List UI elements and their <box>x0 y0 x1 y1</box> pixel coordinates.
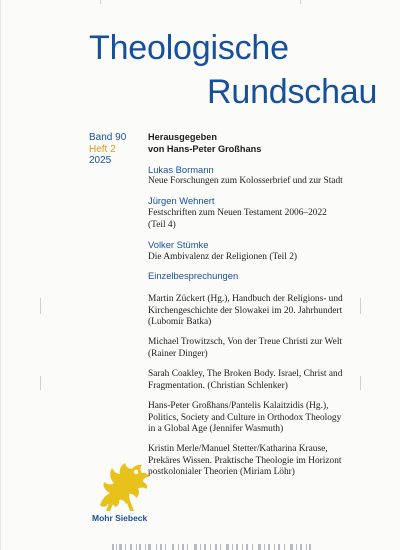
review-entry <box>148 401 393 436</box>
article-author: Jürgen Wehnert <box>148 195 215 206</box>
article-title <box>148 208 388 231</box>
review-entry <box>148 294 393 329</box>
review-entry <box>148 369 393 392</box>
article-title-line: Neue Forschungen zum Kolosserbrief und zur Stadt <box>148 176 343 186</box>
volume-label: Band 90 <box>89 132 127 143</box>
review-line: Kirchengeschichte der Slowakei im 20. Jahrhundert <box>148 305 343 316</box>
barcode-strip <box>112 544 312 550</box>
issue-label: Heft 2 <box>89 143 116 155</box>
review-line: Politics, Society and Culture in Orthodox Theology <box>148 412 342 423</box>
lion-rampant-icon <box>92 455 154 513</box>
editor-credit <box>148 132 261 155</box>
review-line: Hans-Peter Großhans/Pantelis Kalaitzidis (Hg.), <box>148 401 329 411</box>
review-entry <box>148 337 393 360</box>
article-title-line: (Teil 4) <box>148 219 176 230</box>
review-line: Kristin Merle/Manuel Stetter/Katharina Krause, <box>148 444 328 454</box>
journal-title-line2: Rundschau <box>207 73 378 111</box>
article-title <box>148 252 388 264</box>
review-line: Michael Trowitzsch, Von der Treue Christi zur Welt <box>148 337 343 347</box>
publisher-name: Mohr Siebeck <box>92 513 148 523</box>
editor-line: von Hans-Peter Großhans <box>148 143 262 154</box>
reviews-heading: Einzelbesprechungen <box>148 270 239 281</box>
review-line: Sarah Coakley, The Broken Body. Israel, Christ and <box>148 369 343 379</box>
article-author: Volker Stümke <box>148 239 209 250</box>
review-line: Fragmentation. (Christian Schlenker) <box>148 380 288 391</box>
crop-mark <box>40 376 41 390</box>
review-line: postkolonialer Theorien (Miriam Löhr) <box>148 467 295 478</box>
review-line: in a Global Age (Jennifer Wasmuth) <box>148 424 284 435</box>
review-entry <box>148 444 393 479</box>
issue-info <box>89 132 126 167</box>
editor-line: Herausgegeben <box>148 132 217 142</box>
article-title-line: Festschriften zum Neuen Testament 2006–2022 <box>148 208 327 218</box>
crop-mark <box>40 298 41 314</box>
article-title-line: Die Ambivalenz der Religionen (Teil 2) <box>148 252 298 262</box>
year-label: 2025 <box>89 155 112 166</box>
review-line: (Lubomír Batka) <box>148 317 212 328</box>
article-author: Lukas Bormann <box>148 164 214 175</box>
journal-title-line1: Theologische <box>89 29 289 67</box>
crop-mark <box>0 0 1 550</box>
review-line: (Rainer Dinger) <box>148 348 208 359</box>
review-line: Prekäres Wissen. Praktische Theologie im Horizont <box>148 455 342 466</box>
crop-mark <box>100 0 101 4</box>
article-title <box>148 176 388 188</box>
review-line: Martin Zückert (Hg.), Handbuch der Religions- und <box>148 294 343 304</box>
crop-mark <box>300 0 301 4</box>
journal-title <box>89 26 377 114</box>
